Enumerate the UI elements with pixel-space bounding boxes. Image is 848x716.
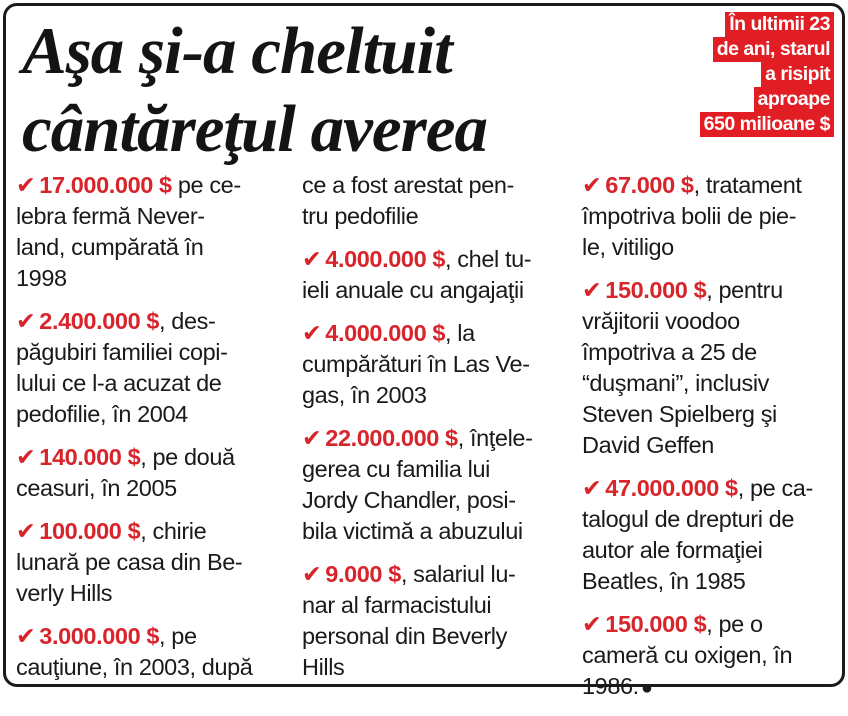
checkmark-icon: ✔: [582, 611, 602, 637]
entry-text-line: ce a fost arestat pen-: [302, 172, 514, 198]
entry-text-line: autor ale formaţiei: [582, 537, 763, 563]
expense-entry: [302, 318, 572, 411]
entry-text-line: , la: [445, 320, 475, 346]
entry-text-line: lunară pe casa din Be-: [16, 549, 243, 575]
callout-line: aproape: [754, 87, 834, 112]
expense-amount: 3.000.000 $: [39, 623, 160, 649]
entry-text-line: 1986.: [582, 673, 639, 699]
callout-line: În ultimii 23: [725, 12, 834, 37]
expense-entry: [16, 306, 286, 430]
headline-line-1: Aşa şi-a cheltuit: [22, 14, 452, 88]
entry-text-line: împotriva bolii de pie-: [582, 203, 797, 229]
expense-entry: [582, 473, 844, 597]
entry-text-line: Hills: [302, 654, 345, 680]
expense-entry: [582, 609, 844, 704]
entry-text-line: verly Hills: [16, 580, 113, 606]
entry-text-line: împotriva a 25 de: [582, 339, 757, 365]
expense-entry: [302, 559, 572, 683]
checkmark-icon: ✔: [302, 425, 322, 451]
callout-line: a risipit: [761, 62, 834, 87]
checkmark-icon: ✔: [16, 308, 36, 334]
entry-text-line: , pe ca-: [737, 475, 813, 501]
entry-text-line: , chirie: [140, 518, 207, 544]
entry-text-line: , pe o: [706, 611, 763, 637]
expense-amount: 100.000 $: [39, 518, 141, 544]
article-frame: [3, 3, 845, 699]
expense-column-1: [16, 170, 286, 695]
entry-text-line: , salariul lu-: [400, 561, 516, 587]
entry-text-line: , des-: [159, 308, 216, 334]
headline: [22, 12, 487, 168]
expense-entry: [302, 244, 572, 306]
callout-line: de ani, starul: [713, 37, 834, 62]
entry-text-line: bila victimă a abuzului: [302, 518, 523, 544]
entry-text-line: , chel tu-: [445, 246, 532, 272]
checkmark-icon: ✔: [582, 475, 602, 501]
entry-text-line: land, cumpărată în: [16, 234, 204, 260]
expense-amount: 9.000 $: [325, 561, 401, 587]
expense-entry: [16, 516, 286, 609]
expense-amount: 22.000.000 $: [325, 425, 458, 451]
entry-text-line: vrăjitorii voodoo: [582, 308, 740, 334]
entry-text-line: Jordy Chandler, posi-: [302, 487, 516, 513]
entry-text-line: păgubiri familiei copi-: [16, 339, 228, 365]
entry-text-line: lului ce l-a acuzat de: [16, 370, 222, 396]
callout-line: 650 milioane $: [700, 112, 834, 137]
checkmark-icon: ✔: [302, 320, 322, 346]
entry-text-line: gas, în 2003: [302, 382, 427, 408]
entry-text-line: tru pedofilie: [302, 203, 419, 229]
entry-text-line: lebra fermă Never-: [16, 203, 205, 229]
entry-text-line: nar al farmacistului: [302, 592, 492, 618]
expense-amount: 47.000.000 $: [605, 475, 738, 501]
checkmark-icon: ✔: [16, 518, 36, 544]
entry-text-line: pedofilie, în 2004: [16, 401, 188, 427]
checkmark-icon: ✔: [16, 172, 36, 198]
entry-text-line: David Geffen: [582, 432, 714, 458]
entry-text-line: , pentru: [706, 277, 783, 303]
checkmark-icon: ✔: [302, 246, 322, 272]
entry-text-line: , pe: [159, 623, 197, 649]
expense-entry: [302, 423, 572, 547]
expense-column-2: [302, 170, 572, 695]
expense-amount: 150.000 $: [605, 277, 707, 303]
entry-text-line: Steven Spielberg şi: [582, 401, 777, 427]
expense-column-3: [582, 170, 844, 716]
expense-entry: [16, 621, 286, 683]
entry-text-line: 1998: [16, 265, 67, 291]
expense-entry: [582, 275, 844, 461]
entry-text-line: ceasuri, în 2005: [16, 475, 177, 501]
entry-text-line: le, vitiligo: [582, 234, 674, 260]
checkmark-icon: ✔: [16, 623, 36, 649]
checkmark-icon: ✔: [16, 444, 36, 470]
entry-text-line: Beatles, în 1985: [582, 568, 746, 594]
entry-text-line: , tratament: [693, 172, 802, 198]
entry-text-line: , înţele-: [457, 425, 533, 451]
expense-amount: 140.000 $: [39, 444, 141, 470]
checkmark-icon: ✔: [302, 561, 322, 587]
entry-text-line: , pe două: [140, 444, 235, 470]
entry-text-line: cauţiune, în 2003, după: [16, 654, 253, 680]
entry-text-line: cumpărături în Las Ve-: [302, 351, 530, 377]
entry-text-line: cameră cu oxigen, în: [582, 642, 793, 668]
expense-amount: 2.400.000 $: [39, 308, 160, 334]
expense-amount: 17.000.000 $: [39, 172, 172, 198]
entry-text-line: talogul de drepturi de: [582, 506, 794, 532]
expense-entry: [16, 170, 286, 294]
expense-amount: 67.000 $: [605, 172, 694, 198]
entry-text-line: ieli anuale cu angajaţii: [302, 277, 524, 303]
entry-continuation: [302, 170, 572, 232]
expense-entry: [582, 170, 844, 263]
headline-line-2: cântăreţul averea: [22, 92, 487, 166]
checkmark-icon: ✔: [582, 277, 602, 303]
expense-entry: [16, 442, 286, 504]
expense-amount: 4.000.000 $: [325, 246, 446, 272]
expense-amount: 4.000.000 $: [325, 320, 446, 346]
entry-text-line: personal din Beverly: [302, 623, 507, 649]
entry-text-line: “duşmani”, inclusiv: [582, 370, 769, 396]
entry-text-line: gerea cu familia lui: [302, 456, 490, 482]
checkmark-icon: ✔: [582, 172, 602, 198]
entry-text-line: pe ce-: [171, 172, 241, 198]
end-mark-icon: ●: [640, 677, 653, 699]
summary-callout: [658, 12, 834, 137]
expense-amount: 150.000 $: [605, 611, 707, 637]
